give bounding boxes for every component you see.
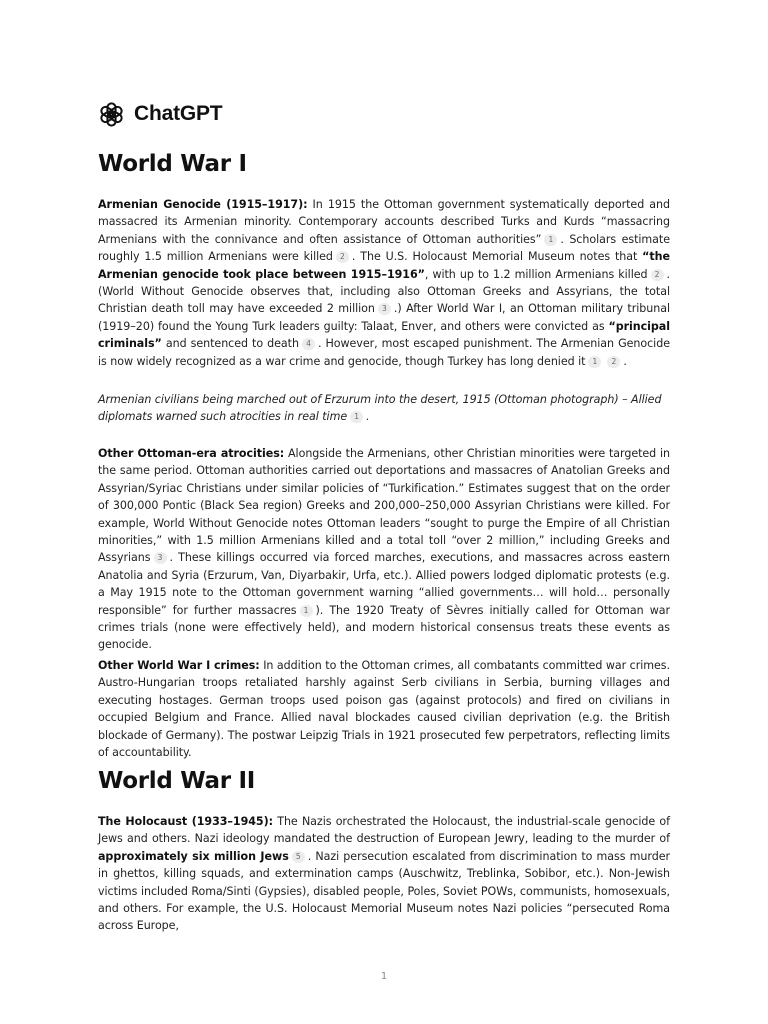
heading-world-war-2: World War II <box>98 768 255 794</box>
citation-badge[interactable]: 3 <box>378 303 391 315</box>
bold-quote: approximately six million Jews <box>98 849 289 863</box>
brand-name: ChatGPT <box>134 102 223 125</box>
citation-badge[interactable]: 5 <box>292 851 305 863</box>
paragraph-text: In 1915 the Ottoman government systematically deported and massacred its Armenian minority. Contemporary accounts described Turks and Kurds “massacring Armenians with the connivance and often assistance of Ottoman authorities” <box>98 198 670 246</box>
citation-badge[interactable]: 1 <box>544 234 557 246</box>
paragraph-text: . Nazi persecution escalated from discrimination to mass murder in ghettos, killing squads, and extermination camps (Auschwitz, Treblinka, Sobibor, etc.). Non-Jewish victims included Roma/Sinti (Gypsies), disabled people, Poles, Soviet POWs, communists, homosexuals, and others. For example, the U.S. Holocaust Memorial Museum notes Nazi policies “persecuted Roma across Europe, <box>98 849 670 933</box>
citation-badge[interactable]: 1 <box>588 356 601 368</box>
image-caption <box>98 391 670 426</box>
paragraph-text: Alongside the Armenians, other Christian minorities were targeted in the same period. Ottoman authorities carried out deportations and massacres of Anatolian Greeks and Assyrian/Syriac Christians under similar policies of “Turkification.” Estimates suggest that on the order of 300,000 Pontic (Black Sea region) Greeks and 200,000–250,000 Assyrian Christians were killed. For example, World Without Genocide notes Ottoman leaders “sought to purge the Empire of all Christian minorities,” with 1.5 million Armenians killed and a total toll “over 2 million,” including Greeks and Assyrians <box>98 447 670 565</box>
heading-world-war-1: World War I <box>98 151 247 177</box>
paragraph-title: The Holocaust (1933–1945): <box>98 815 273 828</box>
openai-logo-icon <box>98 101 125 128</box>
paragraph-title: Other Ottoman-era atrocities: <box>98 447 285 460</box>
paragraph-holocaust <box>98 813 670 935</box>
citation-badge[interactable]: 1 <box>300 605 313 617</box>
paragraph-other-ww1-crimes <box>98 657 670 761</box>
bold-quote: “principal criminals” <box>98 319 670 351</box>
caption-text: Armenian civilians being marched out of Erzurum into the desert, 1915 (Ottoman photograph) – Allied diplomats warned such atrocities in real time <box>98 393 662 424</box>
paragraph-text: In addition to the Ottoman crimes, all combatants committed war crimes. Austro-Hungarian troops retaliated harshly against Serb civilians in Serbia, burning villages and executing hostages. German troops used poison gas (against protocols) and fired on civilians in occupied Belgium and France. Allied naval blockades caused civilian deprivation (e.g. the British blockade of Germany). The postwar Leipzig Trials in 1921 prosecuted few perpetrators, reflecting limits of accountability. <box>98 659 670 760</box>
brand-logo <box>98 99 222 129</box>
paragraph-text: . These killings occurred via forced marches, executions, and massacres across eastern Anatolia and Syria (Erzurum, Van, Diyarbakir, Urfa, etc.). Allied powers lodged diplomatic protests (e.g. a May 1915 note to the Ottoman government warning “allied governments… will hold… personally responsible” for further massacres <box>98 551 670 617</box>
paragraph-title: Armenian Genocide (1915–1917): <box>98 198 308 211</box>
paragraph-text: .) After World War I, an Ottoman military tribunal (1919–20) found the Young Turk leaders guilty: Talaat, Enver, and others were convicted as <box>98 302 671 333</box>
bold-quote: “the Armenian genocide took place between 1915–1916” <box>98 250 670 281</box>
paragraph-text: . However, most escaped punishment. The Armenian Genocide is now widely recognized as a war crime and genocide, though Turkey has long denied it <box>98 337 670 368</box>
paragraph-text: . <box>623 354 627 368</box>
paragraph-text: , with up to 1.2 million Armenians killed <box>424 267 648 281</box>
paragraph-text: . Scholars estimate roughly 1.5 million Armenians were killed <box>98 232 670 264</box>
citation-badge[interactable]: 1 <box>350 411 363 423</box>
citation-badge[interactable]: 2 <box>651 269 664 281</box>
paragraph-text: . (World Without Genocide observes that, including also Ottoman Greeks and Assyrians, the total Christian death toll may have exceeded 2 million <box>98 267 671 316</box>
caption-text: . <box>366 410 370 424</box>
citation-badge[interactable]: 4 <box>302 338 315 350</box>
paragraph-text: ). The 1920 Treaty of Sèvres initially called for Ottoman war crimes trials (none were effectively held), and modern historical consensus treats these events as genocide. <box>98 603 670 652</box>
paragraph-title: Other World War I crimes: <box>98 659 260 672</box>
citation-badge[interactable]: 2 <box>607 356 620 368</box>
paragraph-ottoman-atrocities <box>98 445 670 654</box>
paragraph-text: The Nazis orchestrated the Holocaust, the industrial-scale genocide of Jews and others. Nazi ideology mandated the destruction of European Jewry, leading to the murder of <box>98 815 670 846</box>
citation-badge[interactable]: 2 <box>336 251 349 263</box>
paragraph-text: . The U.S. Holocaust Memorial Museum notes that <box>351 250 643 264</box>
page-number: 1 <box>380 971 388 982</box>
paragraph-text: and sentenced to death <box>161 337 299 351</box>
paragraph-armenian-genocide <box>98 196 670 370</box>
citation-badge[interactable]: 3 <box>154 552 167 564</box>
